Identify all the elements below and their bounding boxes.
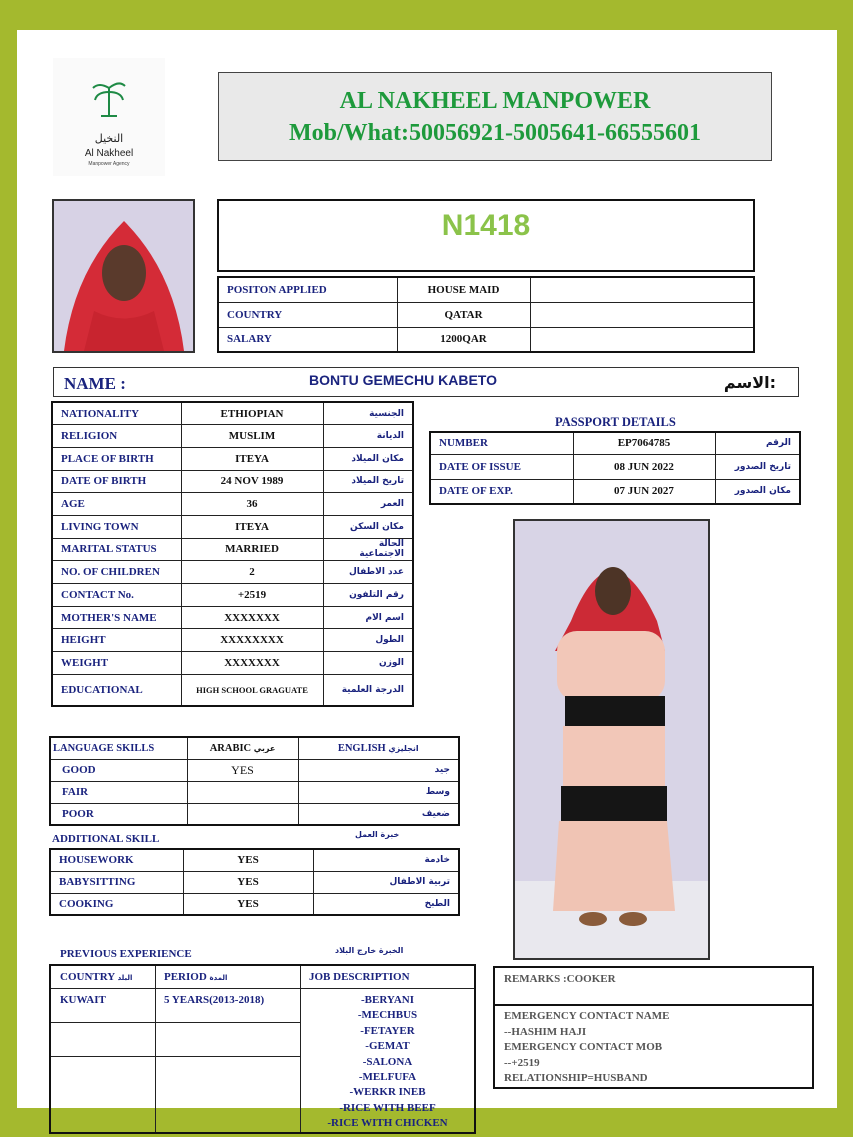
personal-label-ar: الدرجة العلمية	[323, 674, 413, 706]
palm-logo-icon	[53, 58, 165, 176]
language-table	[49, 736, 460, 826]
passport-label: DATE OF EXP.	[430, 479, 573, 504]
logo-arabic-text: النخيل	[94, 132, 124, 145]
job-description-header: JOB DESCRIPTION	[309, 971, 410, 983]
skill-label-ar: الطبخ	[313, 893, 459, 915]
table-row	[52, 447, 413, 470]
table-row	[50, 737, 459, 759]
table-row	[218, 277, 754, 302]
country-header-label: COUNTRY	[60, 971, 115, 983]
agency-name: AL NAKHEEL MANPOWER	[339, 88, 651, 114]
previous-experience-title-ar: الخبرة خارج البلاد	[335, 946, 404, 955]
personal-label: CONTACT No.	[52, 584, 181, 607]
name-label: NAME :	[64, 374, 126, 393]
language-arabic-value	[187, 803, 298, 825]
logo-text: Al Nakheel	[84, 148, 134, 159]
salary-label: SALARY	[218, 327, 397, 352]
job-item: -SALONA	[362, 1055, 413, 1068]
language-header: LANGUAGE SKILLS	[50, 737, 187, 759]
personal-label-ar: تاريخ الميلاد	[323, 470, 413, 493]
table-row	[52, 493, 413, 516]
personal-label-ar: الحالة الاجتماعية	[323, 538, 413, 561]
arabic-label: ARABIC	[209, 742, 252, 754]
table-row	[430, 432, 800, 454]
table-row	[52, 584, 413, 607]
passport-table	[429, 431, 801, 505]
language-level: GOOD	[50, 759, 187, 781]
skill-label-ar: خادمة	[313, 849, 459, 871]
language-level-ar: جيد	[298, 759, 459, 781]
personal-value: HIGH SCHOOL GRAGUATE	[181, 674, 323, 706]
personal-label-ar: مكان السكن	[323, 515, 413, 538]
passport-label-ar: الرقم	[715, 432, 800, 454]
personal-label: EDUCATIONAL	[52, 674, 181, 706]
passport-label-ar: تاريخ الصدور	[715, 454, 800, 479]
emergency-mob: --+2519	[504, 1057, 540, 1069]
table-row	[52, 538, 413, 561]
table-row	[50, 759, 459, 781]
emergency-name-label: EMERGENCY CONTACT NAME	[504, 1010, 670, 1022]
table-row	[52, 561, 413, 584]
table-row	[50, 781, 459, 803]
personal-label: RELIGION	[52, 425, 181, 448]
personal-value: XXXXXXXX	[181, 629, 323, 652]
job-item: -WERKR INEB	[349, 1086, 426, 1099]
personal-label-ar: الجنسية	[323, 402, 413, 425]
personal-label: HEIGHT	[52, 629, 181, 652]
skill-value: YES	[183, 849, 313, 871]
period-header-label: PERIOD	[164, 971, 207, 983]
table-row	[52, 652, 413, 675]
agency-contact: Mob/What:50056921-5005641-66555601	[289, 120, 701, 146]
personal-value: MARRIED	[181, 538, 323, 561]
emergency-relationship: RELATIONSHIP=HUSBAND	[504, 1072, 648, 1084]
job-item: -RICE WITH CHICKEN	[327, 1117, 448, 1130]
col-divider	[155, 966, 156, 1132]
period-header-ar: المدة	[209, 974, 228, 982]
english-label-ar: انجليزي	[388, 743, 419, 753]
personal-value: XXXXXXX	[181, 606, 323, 629]
personal-value: ITEYA	[181, 515, 323, 538]
country-empty	[530, 302, 754, 327]
personal-label-ar: الوزن	[323, 652, 413, 675]
personal-label-ar: الديانة	[323, 425, 413, 448]
personal-value: XXXXXXX	[181, 652, 323, 675]
job-item: -GEMAT	[365, 1040, 410, 1053]
table-row	[52, 629, 413, 652]
language-level-ar: ضعيف	[298, 803, 459, 825]
skill-label: COOKING	[50, 893, 183, 915]
personal-label-ar: رقم التلفون	[323, 584, 413, 607]
language-level: POOR	[50, 803, 187, 825]
logo-subtext: Manpower Agency	[88, 161, 130, 167]
table-row	[50, 871, 459, 893]
table-row	[52, 470, 413, 493]
personal-label-ar: مكان الميلاد	[323, 447, 413, 470]
skill-value: YES	[183, 893, 313, 915]
position-table	[217, 276, 755, 353]
personal-label: NATIONALITY	[52, 402, 181, 425]
passport-value: 08 JUN 2022	[573, 454, 715, 479]
personal-label-ar: اسم الام	[323, 606, 413, 629]
table-row	[218, 302, 754, 327]
personal-label-ar: الطول	[323, 629, 413, 652]
personal-label: MOTHER'S NAME	[52, 606, 181, 629]
emergency-mob-label: EMERGENCY CONTACT MOB	[504, 1041, 663, 1053]
full-body-photo	[513, 519, 710, 960]
country-label: COUNTRY	[218, 302, 397, 327]
country-header	[60, 971, 132, 983]
row-divider	[51, 1056, 300, 1057]
table-row	[50, 849, 459, 871]
cv-sheet	[17, 30, 837, 1130]
table-row	[52, 425, 413, 448]
job-description-list	[301, 993, 474, 1132]
personal-value: ITEYA	[181, 447, 323, 470]
personal-label: AGE	[52, 493, 181, 516]
row-divider	[51, 1022, 300, 1023]
arabic-column-header	[187, 737, 298, 759]
personal-value: MUSLIM	[181, 425, 323, 448]
experience-table	[49, 964, 476, 1134]
salary-empty	[530, 327, 754, 352]
applicant-name: BONTU GEMECHU KABETO	[309, 372, 497, 388]
passport-label: DATE OF ISSUE	[430, 454, 573, 479]
remarks-text: REMARKS :COOKER	[504, 973, 616, 985]
personal-table	[51, 401, 414, 707]
table-row	[430, 479, 800, 504]
personal-value: +2519	[181, 584, 323, 607]
personal-value: 24 NOV 1989	[181, 470, 323, 493]
position-value: HOUSE MAID	[397, 277, 530, 302]
portrait-photo	[52, 199, 195, 353]
table-row	[52, 402, 413, 425]
language-arabic-value	[187, 781, 298, 803]
additional-skills-table	[49, 848, 460, 916]
personal-label: LIVING TOWN	[52, 515, 181, 538]
passport-label: NUMBER	[430, 432, 573, 454]
job-item: -MECHBUS	[357, 1009, 418, 1022]
table-row	[218, 327, 754, 352]
personal-value: 2	[181, 561, 323, 584]
country-value: QATAR	[397, 302, 530, 327]
table-row	[430, 454, 800, 479]
english-column-header	[298, 737, 459, 759]
personal-label: DATE OF BIRTH	[52, 470, 181, 493]
personal-label: NO. OF CHILDREN	[52, 561, 181, 584]
previous-experience-title: PREVIOUS EXPERIENCE	[60, 948, 192, 960]
position-empty	[530, 277, 754, 302]
additional-skill-title: ADDITIONAL SKILL	[52, 833, 160, 845]
table-row	[50, 893, 459, 915]
table-row	[52, 606, 413, 629]
agency-logo	[53, 58, 165, 176]
personal-label: PLACE OF BIRTH	[52, 447, 181, 470]
name-label-arabic: الاسم:	[723, 373, 776, 392]
experience-period: 5 YEARS(2013-2018)	[164, 994, 265, 1006]
personal-label-ar: عدد الاطفال	[323, 561, 413, 584]
language-arabic-value: YES	[187, 759, 298, 781]
emergency-name: --HASHIM HAJI	[504, 1026, 587, 1038]
language-level-ar: وسط	[298, 781, 459, 803]
table-row	[52, 515, 413, 538]
emergency-box	[493, 1004, 814, 1089]
additional-skill-title-ar: خبرة العمل	[355, 830, 400, 839]
remarks-box	[493, 966, 814, 1006]
skill-label-ar: تربية الاطفال	[313, 871, 459, 893]
table-row	[52, 674, 413, 706]
job-item: -FETAYER	[360, 1024, 415, 1037]
skill-value: YES	[183, 871, 313, 893]
skill-label: HOUSEWORK	[50, 849, 183, 871]
job-item: -MELFUFA	[358, 1071, 417, 1084]
personal-value: ETHIOPIAN	[181, 402, 323, 425]
personal-label-ar: العمر	[323, 493, 413, 516]
english-label: ENGLISH	[337, 742, 386, 754]
personal-label: WEIGHT	[52, 652, 181, 675]
experience-country: KUWAIT	[60, 994, 106, 1006]
job-item: -BERYANI	[361, 994, 414, 1006]
skill-label: BABYSITTING	[50, 871, 183, 893]
country-header-ar: البلد	[117, 974, 133, 982]
period-header	[164, 971, 227, 983]
job-item: -RICE WITH BEEF	[339, 1101, 436, 1114]
passport-label-ar: مكان الصدور	[715, 479, 800, 504]
language-level: FAIR	[50, 781, 187, 803]
arabic-label-ar: عربي	[253, 743, 276, 753]
personal-label: MARITAL STATUS	[52, 538, 181, 561]
passport-value: EP7064785	[573, 432, 715, 454]
agency-header	[218, 72, 772, 161]
personal-value: 36	[181, 493, 323, 516]
passport-value: 07 JUN 2027	[573, 479, 715, 504]
passport-title: PASSPORT DETAILS	[555, 415, 676, 429]
salary-value: 1200QAR	[397, 327, 530, 352]
position-label: POSITON APPLIED	[218, 277, 397, 302]
name-bar	[53, 367, 799, 397]
reference-code: N1418	[217, 199, 755, 272]
table-row	[50, 803, 459, 825]
